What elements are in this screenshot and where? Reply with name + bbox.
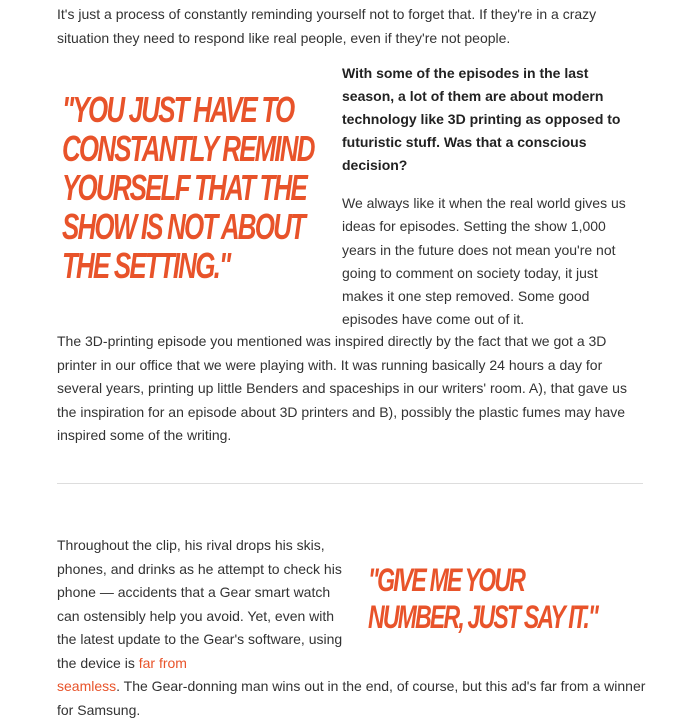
interview-answer-part-2: The 3D-printing episode you mentioned was inspired directly by the fact that we got a 3D printer in our office that we were playing with. It was running basically 24 hours a day for several years, printing up little Benders and spaceships in our writers' room. A), that gave us the inspiration for an episode about 3D printers and B), possibly the plastic fumes may have inspired some of the writing. (57, 333, 627, 443)
pull-quote-line: "GIVE ME YOUR (368, 562, 525, 598)
pull-quote-line: THE SETTING." (62, 245, 230, 286)
intro-paragraph: It's just a process of constantly reminding yourself not to forget that. If they're in a crazy situation they need to respond like real people, even if they're not people. (57, 6, 597, 46)
story-paragraph (57, 534, 347, 675)
seamless-link[interactable]: seamless (57, 678, 117, 694)
section-divider (57, 483, 643, 484)
pull-quote (368, 562, 597, 636)
interview-question: With some of the episodes in the last season, a lot of them are about modern technology like 3D printing as opposed to futuristic stuff. Was that a conscious decision? (342, 65, 621, 173)
pull-quote-line: CONSTANTLY REMIND (62, 128, 314, 169)
interview-answer-part-1: We always like it when the real world gives us ideas for episodes. Setting the show 1,000 years in the future does not mean you're not going to comment on society today, it just makes it one step removed. Some good episodes have come out of it. (342, 195, 626, 328)
pull-quote-line: "YOU JUST HAVE TO (62, 89, 294, 130)
story-text: Throughout the clip, his rival drops his skis, phones, and drinks as he attempt to check his phone — accidents that a Gear smart watch can ostensibly help you avoid. Yet, even with the latest update to the Gear's software, using the device is (57, 537, 343, 671)
pull-quote-line: SHOW IS NOT ABOUT (62, 206, 305, 247)
pull-quote-line: NUMBER, JUST SAY IT." (368, 599, 598, 635)
pull-quote (62, 90, 314, 285)
story-text: . The Gear-donning man wins out in the end, of course, but this ad's far from a winner for Samsung. (57, 678, 646, 718)
far-from-link[interactable]: far from (138, 654, 187, 671)
pull-quote-line: YOURSELF THAT THE (62, 167, 306, 208)
story-paragraph-continued (57, 675, 647, 722)
